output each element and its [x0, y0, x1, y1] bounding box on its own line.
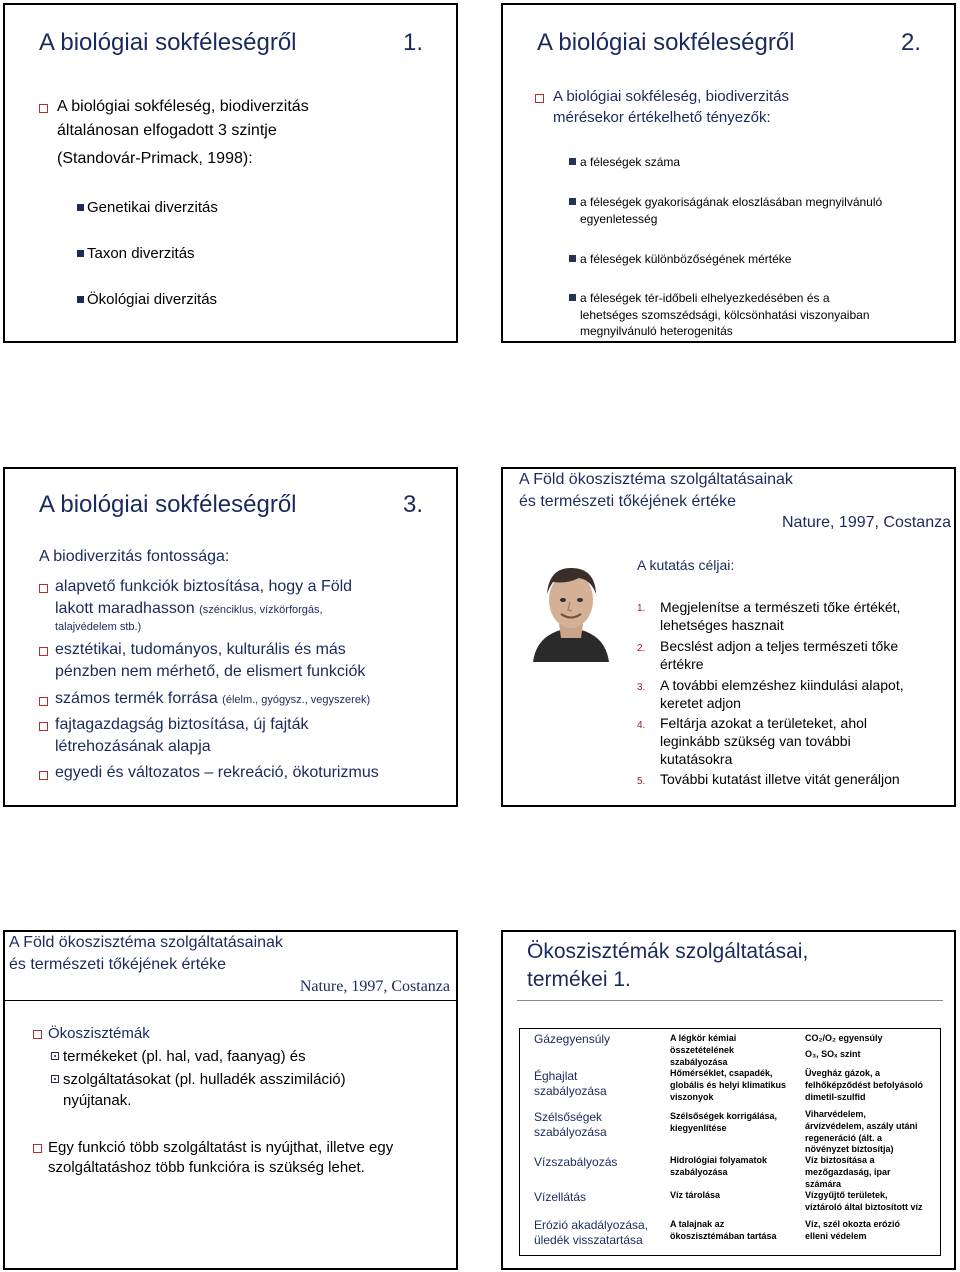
- slide-3-bullet-2-cont: pénzben nem mérhető, de elismert funkciók: [55, 663, 366, 680]
- portrait-photo: [523, 554, 619, 662]
- table-cell-function: globális és helyi klimatikus: [670, 1080, 787, 1090]
- table-cell-service: Vízszabályozás: [534, 1155, 618, 1169]
- slide-4-goals-title: A kutatás céljai:: [637, 557, 735, 573]
- slide-5: [3, 930, 458, 1270]
- slide-3-bullet-2: esztétikai, tudományos, kulturális és más: [55, 641, 346, 658]
- slide-2-item: a féleségek gyakoriságának eloszlásában megnyilvánuló: [569, 195, 882, 209]
- goal-item-1: Megjelenítse a természeti tőke értékét,: [660, 599, 901, 615]
- table-cell-example: mezőgazdaság, ipar: [805, 1167, 891, 1177]
- table-cell-service: Vízellátás: [534, 1190, 587, 1204]
- slide-6: [501, 930, 956, 1270]
- goal-number: 3.: [637, 682, 646, 693]
- square-bullet-icon: [77, 204, 84, 211]
- slide-2-intro-line-2: mérésekor értékelhető tényezők:: [553, 109, 771, 126]
- slide-6-title-line-2: termékei 1.: [527, 968, 631, 991]
- slide-5-sub-2: szolgáltatásokat (pl. hulladék asszimiláció): [63, 1071, 346, 1088]
- goal-number: 1.: [637, 603, 646, 614]
- slide-3-title: A biológiai sokféleségről: [39, 491, 297, 518]
- table-cell-example: számára: [805, 1179, 842, 1189]
- slide-3-bullet-1: alapvető funkciók biztosítása, hogy a Föld: [55, 578, 353, 595]
- square-bullet-icon: [569, 255, 576, 262]
- table-cell-example: víztároló által biztosított víz: [805, 1202, 923, 1212]
- square-bullet-icon: [77, 250, 84, 257]
- hollow-square-bullet-icon: [39, 104, 48, 113]
- goal-item-5: További kutatást illetve vitát generáljon: [660, 771, 900, 787]
- slide-3-bullet-5: egyedi és változatos – rekreáció, ökoturizmus: [55, 764, 379, 781]
- table-cell-service: Éghajlat: [534, 1069, 578, 1083]
- slide-2: [501, 3, 956, 343]
- slide-5-bullet-2: Egy funkció több szolgáltatást is nyújthat, illetve egy: [48, 1139, 394, 1156]
- slide-5-bullet-1: Ökoszisztémák: [48, 1025, 150, 1042]
- table-cell-function: Hőmérséklet, csapadék,: [670, 1068, 773, 1078]
- table-cell-example: árvízvédelem, aszály utáni: [805, 1121, 918, 1131]
- hollow-square-bullet-icon: [39, 584, 48, 593]
- hollow-square-bullet-icon: [39, 722, 48, 731]
- slide-1-title: A biológiai sokféleségről: [39, 29, 297, 56]
- slide-1-item: Ökológiai diverzitás: [77, 291, 217, 308]
- slide-2-number: 2.: [901, 29, 922, 56]
- slide-1: [3, 3, 458, 343]
- table-cell-service: szabályozása: [534, 1125, 607, 1139]
- goal-number: 5.: [637, 776, 646, 787]
- hollow-square-bullet-icon: [39, 647, 48, 656]
- table-cell-function: A légkör kémiai: [670, 1033, 737, 1043]
- slide-3-bullet-1-cont: lakott maradhasson (szénciklus, vízkörforgás,: [55, 600, 323, 617]
- table-cell-example: dimetil-szulfid: [805, 1092, 866, 1102]
- slide-6-title-underline: [517, 1000, 943, 1001]
- table-cell-example: növényzet biztosítja): [805, 1144, 894, 1154]
- square-bullet-icon: [569, 158, 576, 165]
- slide-5-title-underline: [5, 1000, 456, 1001]
- slide-2-intro-line-1: A biológiai sokféleség, biodiverzitás: [553, 88, 789, 105]
- table-cell-function: viszonyok: [670, 1092, 714, 1102]
- goal-item-2: Becslést adjon a teljes természeti tőke: [660, 638, 899, 654]
- table-cell-function: összetételének: [670, 1045, 735, 1055]
- table-cell-service: Szélsőségek: [534, 1110, 603, 1124]
- slide-2-item: a féleségek különbözőségének mértéke: [569, 252, 791, 266]
- square-bullet-icon: [569, 294, 576, 301]
- slide-4-title-line-1: A Föld ökoszisztéma szolgáltatásainak: [519, 471, 793, 488]
- slide-3-bullet-1-note: talajvédelem stb.): [55, 621, 142, 633]
- slide-1-item: Taxon diverzitás: [77, 245, 195, 262]
- slide-2-item: a féleségek tér-időbeli elhelyezkedésében és a: [569, 291, 830, 305]
- table-cell-function: kiegyenlítése: [670, 1123, 727, 1133]
- goal-number: 4.: [637, 720, 646, 731]
- goal-item-4-cont: kutatásokra: [660, 751, 733, 767]
- slide-2-title: A biológiai sokféleségről: [537, 29, 795, 56]
- hollow-square-bullet-icon: [535, 94, 544, 103]
- table-cell-service: üledék visszatartása: [534, 1233, 643, 1247]
- slide-4-source: Nature, 1997, Costanza: [782, 514, 951, 531]
- hollow-square-bullet-icon: [33, 1144, 42, 1153]
- table-cell-example: elleni védelem: [805, 1231, 867, 1241]
- slide-2-item-cont: lehetséges szomszédsági, kölcsönhatási viszonyaiban: [580, 308, 870, 322]
- goal-item-1-cont: lehetséges hasznait: [660, 617, 784, 633]
- goal-item-4-cont: leginkább szükség van további: [660, 733, 851, 749]
- table-cell-function: ökoszisztémában tartása: [670, 1231, 777, 1241]
- table-cell-example: Vízgyűjtő területek,: [805, 1190, 888, 1200]
- slide-5-bullet-2-cont: szolgáltatáshoz több funkcióra is szükség lehet.: [48, 1159, 365, 1176]
- table-cell-function: Szélsőségek korrigálása,: [670, 1111, 778, 1121]
- slide-3-bullet-3: számos termék forrása (élelm., gyógysz., vegyszerek): [55, 690, 371, 707]
- table-cell-example: O₃, SOₓ szint: [805, 1049, 861, 1059]
- slide-2-item-cont: megnyilvánuló heterogenitás: [580, 324, 733, 338]
- slide-3: [3, 467, 458, 807]
- goal-item-2-cont: értékre: [660, 656, 704, 672]
- table-cell-function: szabályozása: [670, 1057, 728, 1067]
- filled-bullet-icon: [51, 1052, 59, 1060]
- slide-4: [501, 467, 956, 807]
- table-cell-example: Viharvédelem,: [805, 1109, 866, 1119]
- slide-1-intro-line-1: A biológiai sokféleség, biodiverzitás: [57, 98, 309, 115]
- slide-1-item: Genetikai diverzitás: [77, 199, 218, 216]
- table-cell-example: Üvegház gázok, a: [805, 1068, 881, 1078]
- goal-number: 2.: [637, 643, 646, 654]
- table-cell-example: regeneráció (ált. a: [805, 1133, 883, 1143]
- slide-5-sub-2-cont: nyújtanak.: [63, 1092, 132, 1109]
- services-table: [519, 1028, 941, 1256]
- slide-5-source: Nature, 1997, Costanza: [299, 978, 450, 995]
- slide-3-bullet-4: fajtagazdagság biztosítása, új fajták: [55, 716, 309, 733]
- slide-2-item: a féleségek száma: [569, 155, 680, 169]
- goal-item-3: A további elemzéshez kiindulási alapot,: [660, 677, 904, 693]
- hollow-square-bullet-icon: [39, 771, 48, 780]
- table-cell-function: Hidrológiai folyamatok: [670, 1155, 768, 1165]
- portrait-photo-svg: [523, 554, 619, 662]
- hollow-square-bullet-icon: [39, 697, 48, 706]
- table-cell-example: Víz, szél okozta erózió: [805, 1219, 901, 1229]
- slide-6-title-line-1: Ökoszisztémák szolgáltatásai,: [527, 940, 809, 963]
- slide-5-sub-1: termékeket (pl. hal, vad, faanyag) és: [63, 1048, 306, 1065]
- slide-1-intro-line-2: általánosan elfogadott 3 szintje: [57, 122, 277, 139]
- slide-1-intro-line-3: (Standovár-Primack, 1998):: [57, 150, 253, 167]
- table-cell-function: A talajnak az: [670, 1219, 725, 1229]
- table-cell-service: Erózió akadályozása,: [534, 1218, 649, 1232]
- table-cell-service: Gázegyensúly: [534, 1032, 611, 1046]
- slide-4-title-line-2: és természeti tőkéjének értéke: [519, 493, 736, 510]
- filled-bullet-icon: [51, 1075, 59, 1083]
- slide-1-number: 1.: [403, 29, 424, 56]
- table-cell-function: szabályozása: [670, 1167, 728, 1177]
- goal-item-3-cont: keretet adjon: [660, 695, 741, 711]
- table-cell-example: felhőképződést befolyásoló: [805, 1080, 924, 1090]
- slide-3-subtitle: A biodiverzitás fontossága:: [39, 548, 230, 565]
- table-cell-function: Víz tárolása: [670, 1190, 721, 1200]
- hollow-square-bullet-icon: [33, 1030, 42, 1039]
- table-cell-example: CO₂/O₂ egyensúly: [805, 1033, 883, 1043]
- slide-3-bullet-4-cont: létrehozásának alapja: [55, 738, 211, 755]
- slide-3-number: 3.: [403, 491, 424, 518]
- square-bullet-icon: [77, 296, 84, 303]
- slide-2-item-cont: egyenletesség: [580, 212, 658, 226]
- table-cell-example: Víz biztosítása a: [805, 1155, 875, 1165]
- slide-5-title-line-1: A Föld ökoszisztéma szolgáltatásainak: [9, 934, 283, 951]
- slide-5-title-line-2: és természeti tőkéjének értéke: [9, 956, 226, 973]
- goal-item-4: Feltárja azokat a területeket, ahol: [660, 715, 868, 731]
- table-cell-service: szabályozása: [534, 1084, 607, 1098]
- square-bullet-icon: [569, 198, 576, 205]
